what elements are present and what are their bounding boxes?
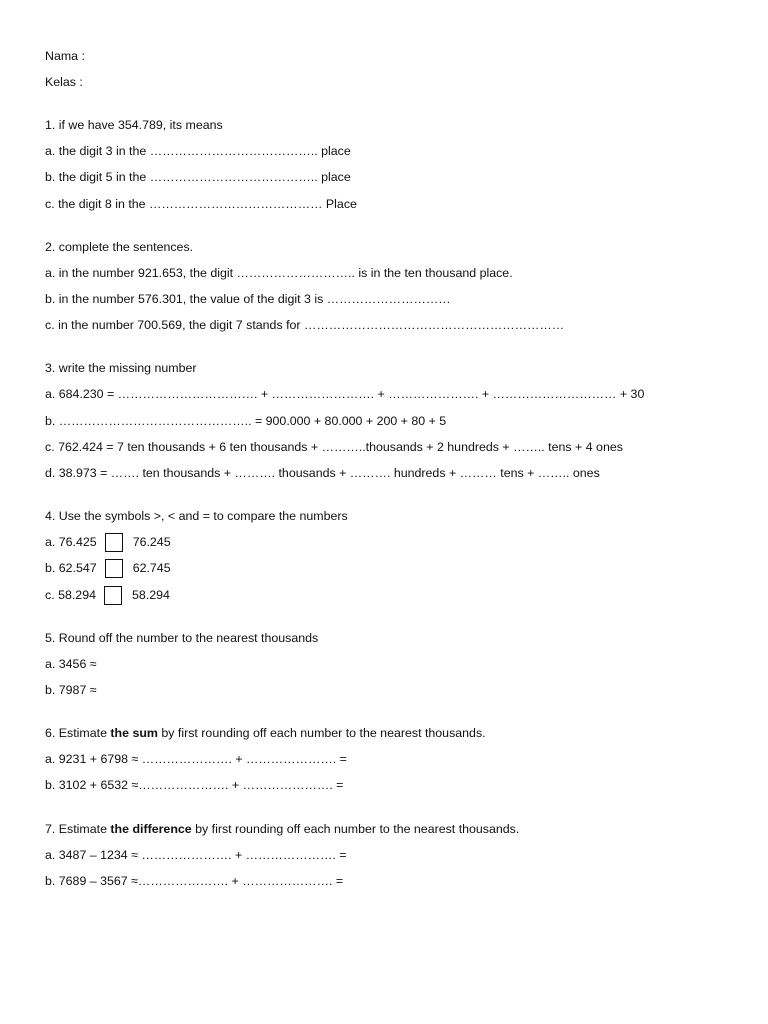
q6-title-bold: the sum [110, 726, 158, 740]
q4-row-b [45, 558, 171, 578]
q5-item-b: b. 7987 ≈ [45, 683, 97, 697]
q4-left-number: b. 62.547 [45, 561, 97, 575]
q1-item-a: a. the digit 3 in the ………………………………….. place [45, 144, 351, 158]
q1-item-b: b. the digit 5 in the ………………………………….. place [45, 170, 351, 184]
q6-item-a: a. 9231 + 6798 ≈ …………………. + …………………. = [45, 752, 347, 766]
nama-label: Nama : [45, 49, 85, 63]
q5-item-a: a. 3456 ≈ [45, 657, 97, 671]
q6-title-pre: 6. Estimate [45, 726, 111, 740]
q3-item-d: d. 38.973 = ……. ten thousands + ………. thousands + ………. hundreds + ……… tens + …….. ones [45, 466, 600, 480]
q3-item-a: a. 684.230 = ……………………………. + ……………………. + …………………. + ………………………… + 30 [45, 387, 645, 401]
q7-item-b: b. 7689 – 3567 ≈…………………. + …………………. = [45, 874, 344, 888]
q7-title-post: by first rounding off each number to the nearest thousands. [191, 822, 520, 836]
q4-row-a [45, 532, 171, 552]
q4-left-number: c. 58.294 [45, 588, 96, 602]
q2-title: 2. complete the sentences. [45, 240, 194, 254]
q2-item-a: a. in the number 921.653, the digit ……………………….. is in the ten thousand place. [45, 266, 513, 280]
q6-title-post: by first rounding off each number to the nearest thousands. [157, 726, 486, 740]
q7-title-pre: 7. Estimate [45, 822, 111, 836]
compare-answer-box[interactable] [105, 533, 123, 552]
q6-item-b: b. 3102 + 6532 ≈…………………. + …………………. = [45, 778, 344, 792]
q7-title [45, 821, 519, 837]
q6-title [45, 725, 486, 741]
q4-right-number: 76.245 [132, 535, 171, 549]
q4-left-number: a. 76.425 [45, 535, 97, 549]
q1-item-c: c. the digit 8 in the …………………………………… Place [45, 197, 357, 211]
q3-title: 3. write the missing number [45, 361, 197, 375]
q4-title: 4. Use the symbols >, < and = to compare the numbers [45, 509, 348, 523]
q3-item-b: b. ……………………………………….. = 900.000 + 80.000 + 200 + 80 + 5 [45, 414, 447, 428]
q4-row-c [45, 585, 170, 605]
q5-title: 5. Round off the number to the nearest thousands [45, 631, 319, 645]
q1-title: 1. if we have 354.789, its means [45, 118, 223, 132]
q2-item-c: c. in the number 700.569, the digit 7 stands for ……………………………………………………… [45, 318, 565, 332]
q4-right-number: 58.294 [131, 588, 170, 602]
q4-right-number: 62.745 [132, 561, 171, 575]
kelas-label: Kelas : [45, 75, 83, 89]
q2-item-b: b. in the number 576.301, the value of the digit 3 is ………………………… [45, 292, 451, 306]
compare-answer-box[interactable] [104, 586, 122, 605]
q3-item-c: c. 762.424 = 7 ten thousands + 6 ten thousands + ………..thousands + 2 hundreds + …….. tens + 4 ones [45, 440, 623, 454]
q7-title-bold: the difference [110, 822, 192, 836]
q7-item-a: a. 3487 – 1234 ≈ …………………. + …………………. = [45, 848, 347, 862]
compare-answer-box[interactable] [105, 559, 123, 578]
